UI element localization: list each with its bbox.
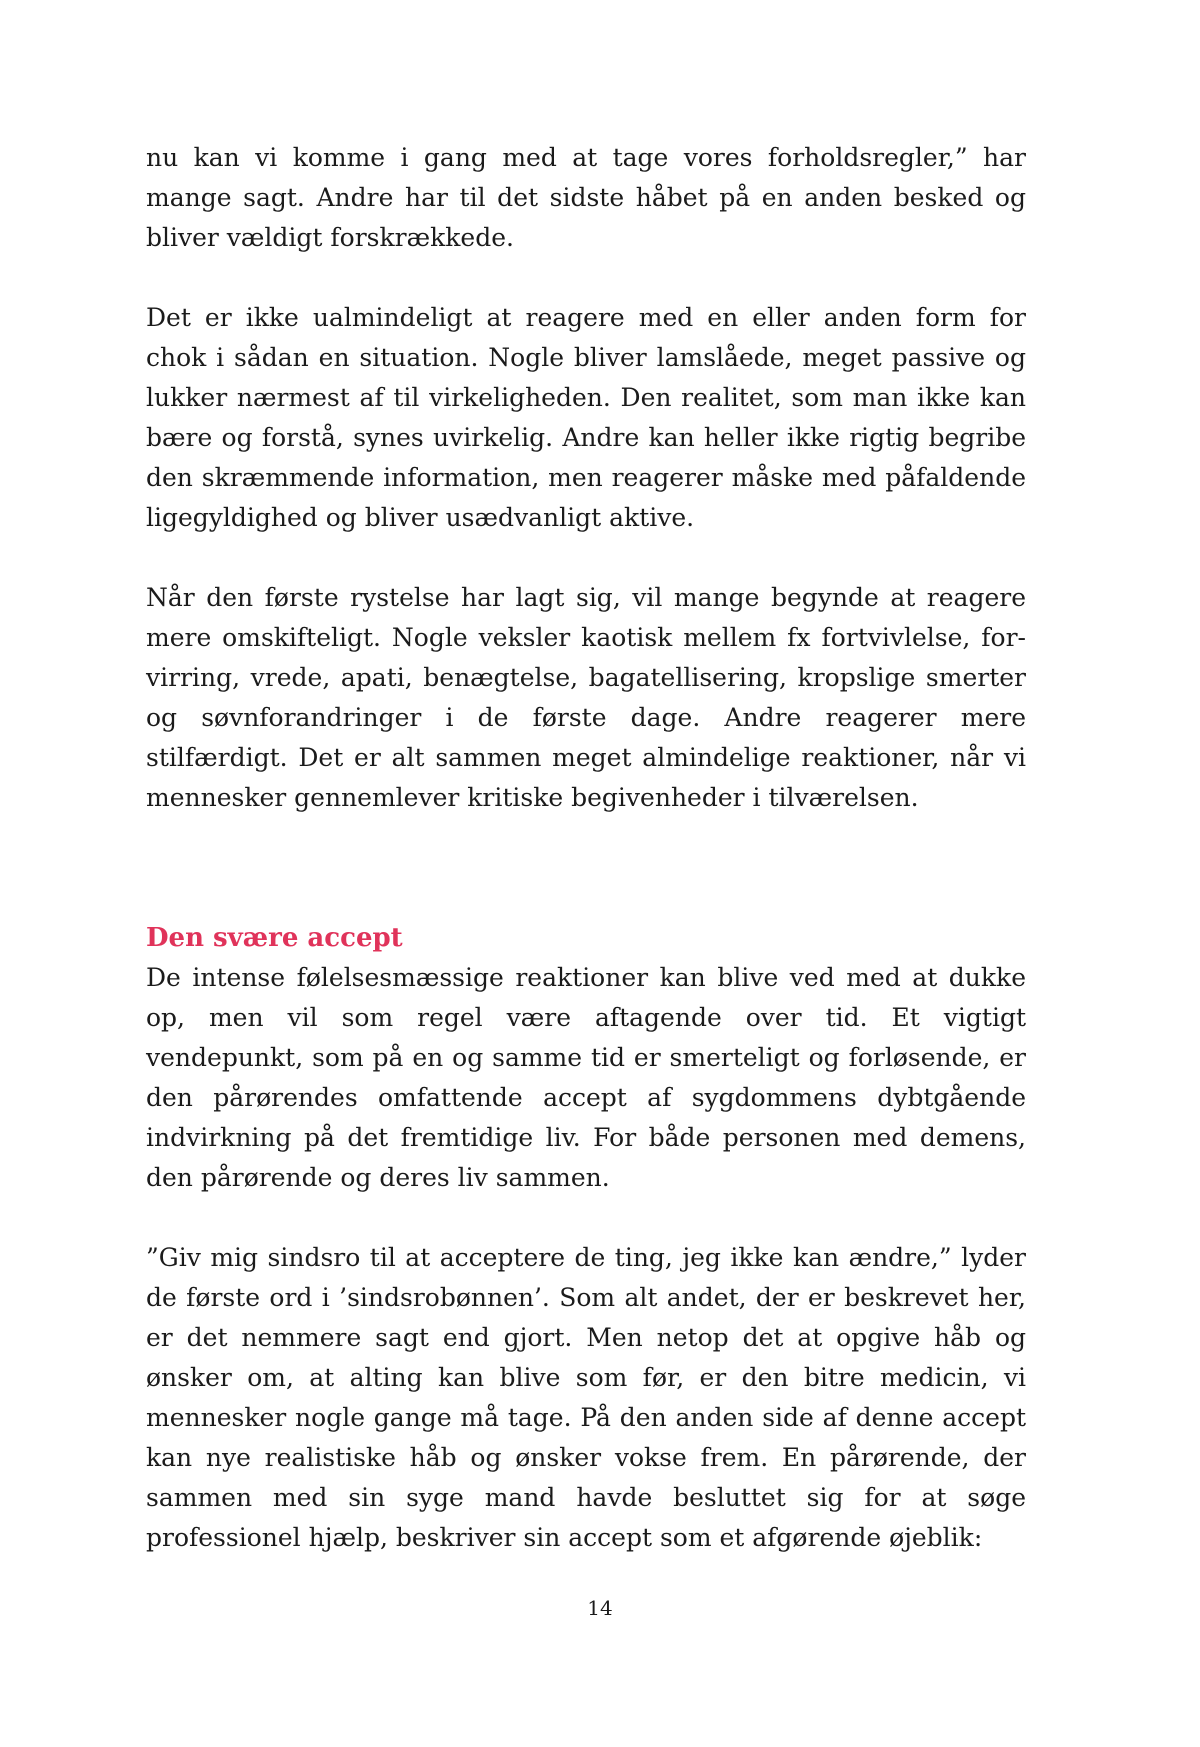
body-paragraph: nu kan vi komme i gang med at tage vores forholdsregler,” har mange sagt. Andre har til det sidste håbet på en anden besked og bliver vældigt forskrækkede. bbox=[146, 143, 1026, 252]
body-paragraph: De intense følelsesmæssige reaktioner kan blive ved med at dukke op, men vil som regel være aftagende over tid. Et vigtigt vendepunkt, som på en og samme tid er smerteligt og forløsende, er den pårørendes omfattende accept af sygdommens dybtgående indvirkning på det fremtidige liv. For både personen med demens, den pårørende og deres liv sammen. bbox=[146, 963, 1026, 1192]
section-heading: Den svære accept bbox=[146, 923, 403, 953]
body-paragraph: Når den første rystelse har lagt sig, vil mange begynde at reagere mere omskifteligt. Nogle veksler kaotisk mellem fx fortvivlelse, forvirring, vrede, apati, benægtelse, bagatellisering, kropslige smerter og søvnforandringer i de første dage. Andre reagerer mere stilfærdigt. Det er alt sammen meget almindelige reaktioner, når vi mennesker gennemlever kritiske begivenheder i tilværelsen. bbox=[146, 583, 1026, 812]
body-paragraph: ”Giv mig sindsro til at acceptere de ting, jeg ikke kan ændre,” lyder de første ord i ’sindsrobønnen’. Som alt andet, der er beskrevet her, er det nemmere sagt end gjort. Men netop det at opgive håb og ønsker om, at alting kan blive som før, er den bitre medicin, vi mennesker nogle gange må tage. På den anden side af denne accept kan nye realistiske håb og ønsker vokse frem. En pårørende, der sammen med sin syge mand havde besluttet sig for at søge professionel hjælp, beskriver sin accept som et afgørende øjeblik: bbox=[146, 1243, 1026, 1552]
page-number: 14 bbox=[587, 1596, 613, 1620]
body-paragraph: Det er ikke ualmindeligt at reagere med en eller anden form for chok i sådan en situation. Nogle bliver lamslåede, meget passive og lukker nærmest af til virkeligheden. Den realitet, som man ikke kan bære og forstå, synes uvirkelig. Andre kan heller ikke rigtig begribe den skræmmende information, men reagerer måske med påfaldende ligegyldighed og bliver usædvanligt aktive. bbox=[146, 303, 1026, 532]
page-content bbox=[146, 138, 1026, 1558]
